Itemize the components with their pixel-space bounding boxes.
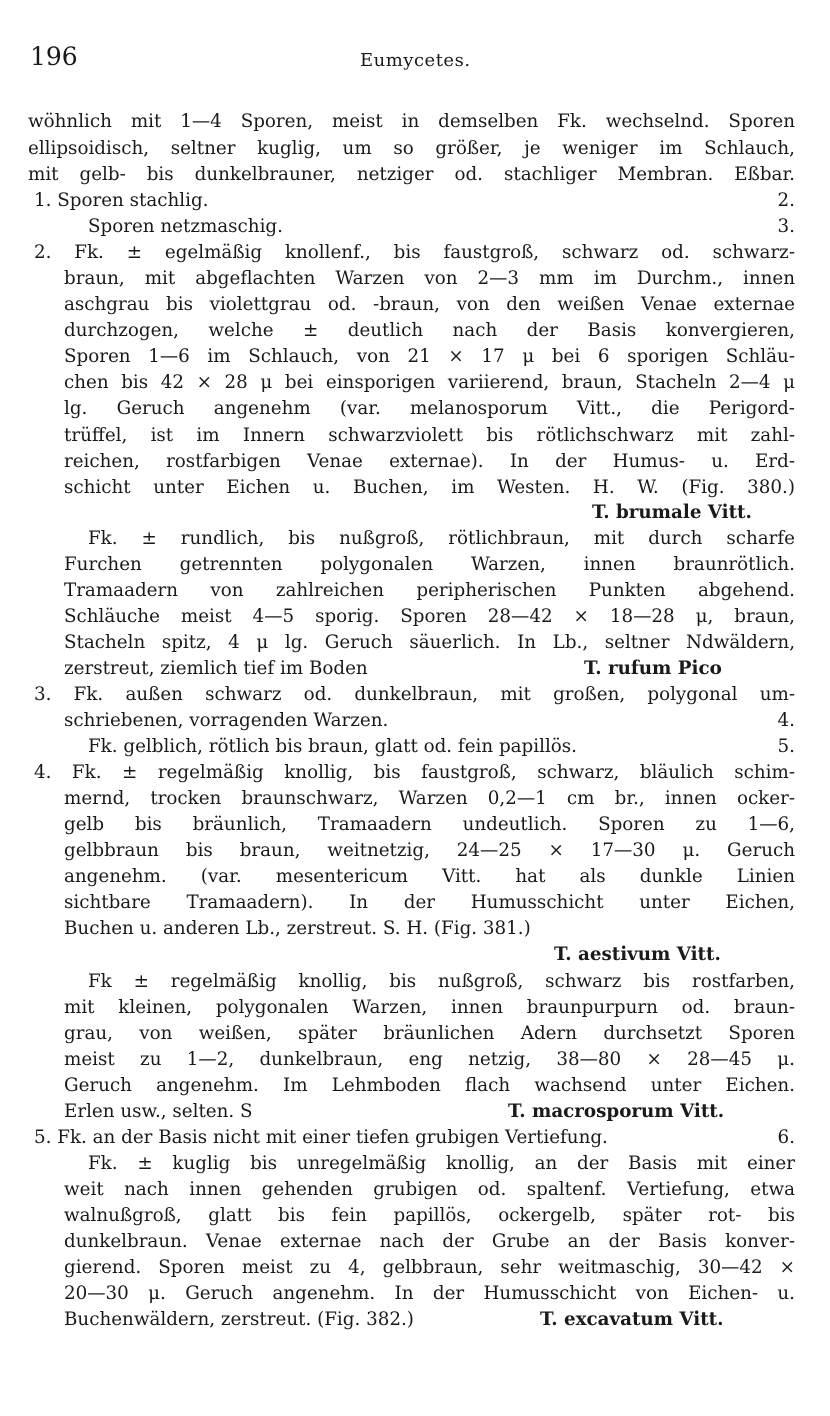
- text-line: 2. Fk. ± egelmäßig knollenf., bis faustgroß, schwarz od. schwarz-: [34, 242, 795, 263]
- text-line: sichtbare Tramaadern). In der Humusschicht unter Eichen,: [64, 892, 795, 913]
- text-line: weit nach innen gehenden grubigen od. spaltenf. Vertiefung, etwa: [64, 1179, 795, 1200]
- text-line: schicht unter Eichen u. Buchen, im Westen. H. W. (Fig. 380.): [64, 477, 795, 498]
- text-line: gelbbraun bis braun, weitnetzig, 24—25 × 17—30 μ. Geruch: [64, 840, 795, 861]
- text-line: aschgrau bis violettgrau od. -braun, von den weißen Venae externae: [64, 294, 795, 315]
- text-line: trüffel, ist im Innern schwarzviolett bis rötlichschwarz mit zahl-: [64, 425, 795, 446]
- text-line: walnußgroß, glatt bis fein papillös, ockergelb, später rot- bis: [64, 1205, 795, 1226]
- text-line: zerstreut, ziemlich tief im Boden: [64, 658, 368, 679]
- key-line: 5. Fk. an der Basis nicht mit einer tiefen grubigen Vertiefung.: [34, 1127, 608, 1148]
- text-line: Sporen 1—6 im Schlauch, von 21 × 17 μ bei 6 sporigen Schläu-: [64, 346, 795, 367]
- text-line: wöhnlich mit 1—4 Sporen, meist in demselben Fk. wechselnd. Sporen: [28, 111, 795, 132]
- key-ref: 4.: [777, 710, 795, 731]
- text-line: ellipsoidisch, seltner kuglig, um so größer, je weniger im Schlauch,: [28, 138, 795, 159]
- page-number: 196: [30, 42, 78, 71]
- text-line: 4. Fk. ± regelmäßig knollig, bis faustgroß, schwarz, bläulich schim-: [34, 762, 795, 783]
- text-line: lg. Geruch angenehm (var. melanosporum Vitt., die Perigord-: [64, 398, 795, 419]
- text-line: mit kleinen, polygonalen Warzen, innen braunpurpurn od. braun-: [64, 997, 795, 1018]
- text-line: reichen, rostfarbigen Venae externae). In der Humus- u. Erd-: [64, 451, 795, 472]
- text-line: Fk. ± kuglig bis unregelmäßig knollig, an der Basis mit einer: [88, 1153, 795, 1174]
- key-ref: 3.: [777, 216, 795, 237]
- text-line: chen bis 42 × 28 μ bei einsporigen variierend, braun, Stacheln 2—4 μ: [64, 372, 795, 393]
- species-name: T. brumale Vitt.: [592, 502, 752, 523]
- text-line: gierend. Sporen meist zu 4, gelbbraun, sehr weitmaschig, 30—42 ×: [64, 1257, 795, 1278]
- text-line: Tramaadern von zahlreichen peripherischen Punkten abgehend.: [64, 580, 795, 601]
- text-line: 3. Fk. außen schwarz od. dunkelbraun, mit großen, polygonal um-: [34, 684, 795, 705]
- text-line: Buchen u. anderen Lb., zerstreut. S. H. (Fig. 381.): [64, 918, 531, 939]
- text-line: durchzogen, welche ± deutlich nach der Basis konvergieren,: [64, 320, 795, 341]
- text-line: Fk. ± rundlich, bis nußgroß, rötlichbraun, mit durch scharfe: [88, 528, 795, 549]
- text-line: meist zu 1—2, dunkelbraun, eng netzig, 38—80 × 28—45 μ.: [64, 1049, 795, 1070]
- species-name: T. rufum Pico: [584, 658, 722, 679]
- text-line: Furchen getrennten polygonalen Warzen, innen braunrötlich.: [64, 554, 795, 575]
- species-name: T. macrosporum Vitt.: [508, 1101, 725, 1122]
- key-line: Fk. gelblich, rötlich bis braun, glatt od. fein papillös.: [88, 736, 577, 757]
- text-line: Stacheln spitz, 4 μ lg. Geruch säuerlich. In Lb., seltner Ndwäldern,: [64, 632, 795, 653]
- text-line: braun, mit abgeflachten Warzen von 2—3 mm im Durchm., innen: [64, 268, 795, 289]
- species-name: T. excavatum Vitt.: [540, 1309, 724, 1330]
- text-line: mernd, trocken braunschwarz, Warzen 0,2—1 cm br., innen ocker-: [64, 788, 795, 809]
- key-line: Sporen netzmaschig.: [88, 216, 283, 237]
- text-line: angenehm. (var. mesentericum Vitt. hat als dunkle Linien: [64, 866, 795, 887]
- text-line: grau, von weißen, später bräunlichen Adern durchsetzt Sporen: [64, 1023, 795, 1044]
- key-ref: 6.: [777, 1127, 795, 1148]
- text-line: 20—30 μ. Geruch angenehm. In der Humusschicht von Eichen- u.: [64, 1283, 795, 1304]
- text-line: Schläuche meist 4—5 sporig. Sporen 28—42 × 18—28 μ, braun,: [64, 606, 795, 627]
- running-title: Eumycetes.: [360, 50, 471, 71]
- text-line: Buchenwäldern, zerstreut. (Fig. 382.): [64, 1309, 414, 1330]
- text-line: Fk ± regelmäßig knollig, bis nußgroß, schwarz bis rostfarben,: [88, 971, 795, 992]
- species-name: T. aestivum Vitt.: [554, 944, 721, 965]
- key-ref: 2.: [777, 190, 795, 211]
- text-line: dunkelbraun. Venae externae nach der Grube an der Basis konver-: [64, 1231, 795, 1252]
- text-line: mit gelb- bis dunkelbrauner, netziger od. stachliger Membran. Eßbar.: [28, 164, 795, 185]
- text-line: Erlen usw., selten. S: [64, 1101, 253, 1122]
- text-line: Geruch angenehm. Im Lehmboden flach wachsend unter Eichen.: [64, 1075, 795, 1096]
- text-line: gelb bis bräunlich, Tramaadern undeutlich. Sporen zu 1—6,: [64, 814, 795, 835]
- key-ref: 5.: [777, 736, 795, 757]
- key-line: 1. Sporen stachlig.: [34, 190, 209, 211]
- text-line: schriebenen, vorragenden Warzen.: [64, 710, 389, 731]
